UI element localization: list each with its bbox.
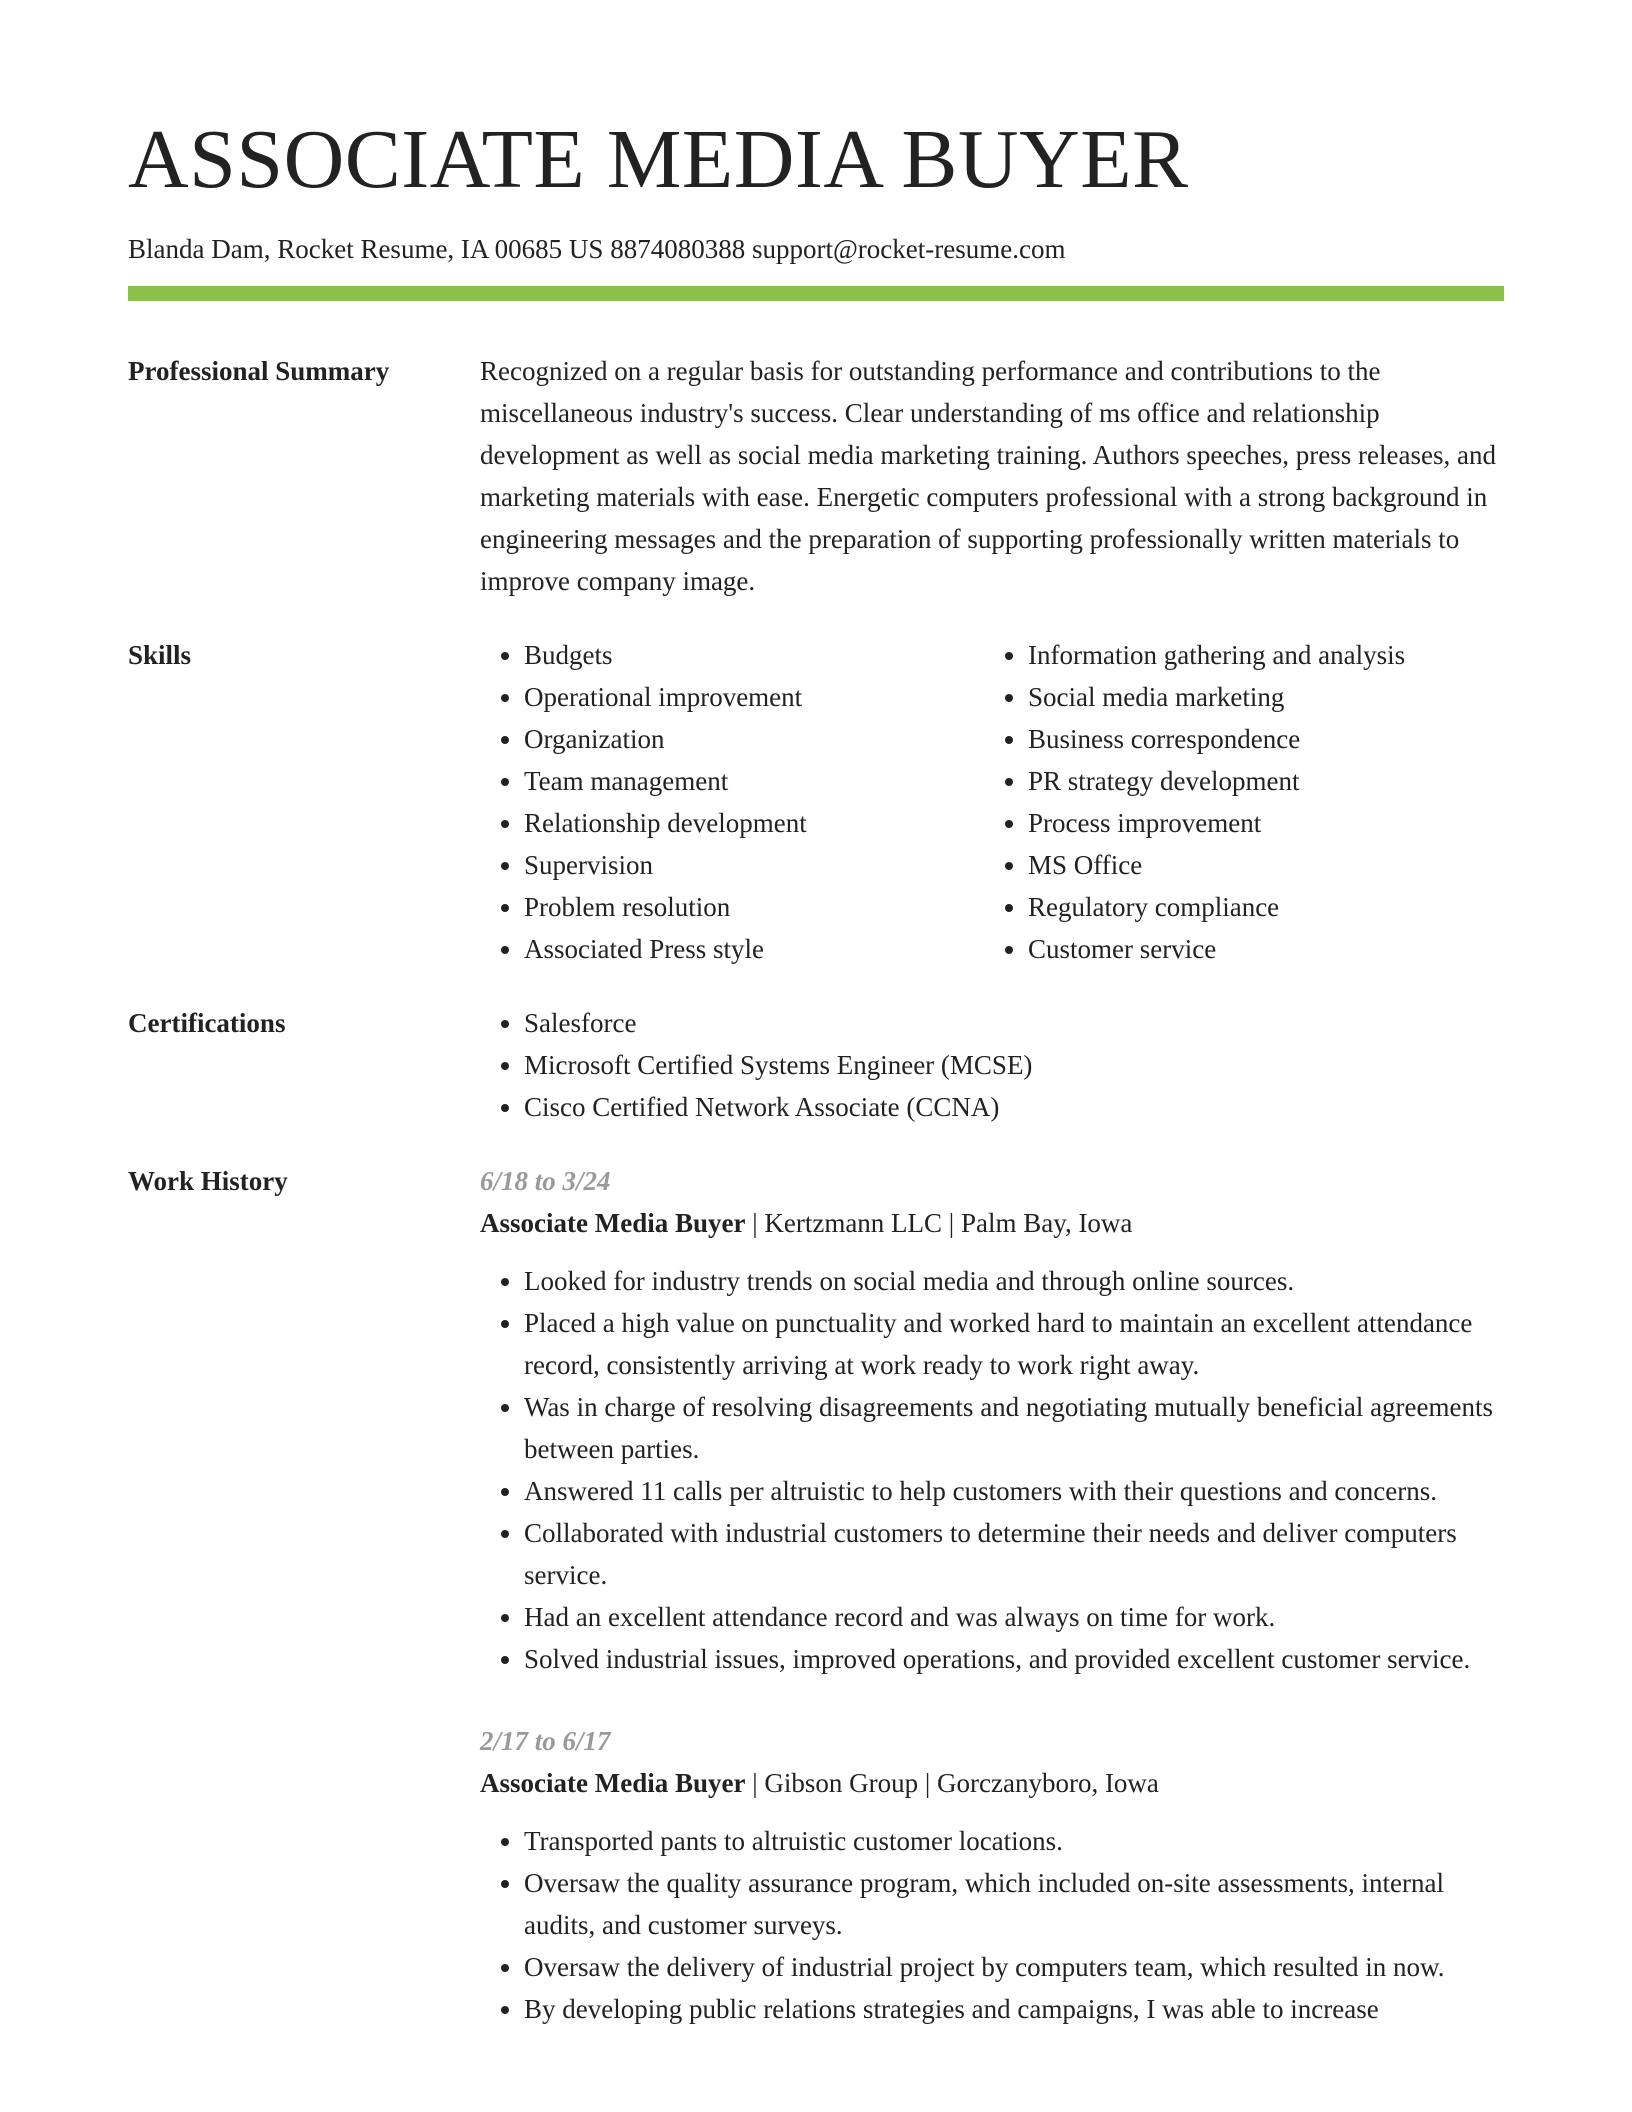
job-details: | Kertzmann LLC | Palm Bay, Iowa <box>745 1208 1133 1238</box>
skill-item: • Budgets <box>524 634 984 676</box>
job-title: Associate Media Buyer <box>480 1208 746 1238</box>
skill-item: • Social media marketing <box>1028 676 1498 718</box>
job-title: Associate Media Buyer <box>480 1768 746 1798</box>
job-bullet: • Placed a high value on punctuality and worked hard to maintain an excellent attendance record, consistently arriving at work ready to work right away. <box>524 1302 1504 1386</box>
contact-line: Blanda Dam, Rocket Resume, IA 00685 US 8874080388 support@rocket-resume.com <box>128 234 1066 264</box>
job-dates: 6/18 to 3/24 <box>480 1166 611 1196</box>
job-bullet: • Looked for industry trends on social media and through online sources. <box>524 1260 1504 1302</box>
skills-section <box>128 634 1504 970</box>
job-entry <box>480 1720 1504 2030</box>
skills-list-right <box>984 634 1498 970</box>
skill-item: • Process improvement <box>1028 802 1498 844</box>
certification-item: • Salesforce <box>524 1002 1504 1044</box>
certifications-list <box>480 1002 1504 1128</box>
skill-item: • Problem resolution <box>524 886 984 928</box>
job-details: | Gibson Group | Gorczanyboro, Iowa <box>745 1768 1159 1798</box>
summary-section <box>128 350 1504 602</box>
skill-item: • MS Office <box>1028 844 1498 886</box>
summary-label: Professional Summary <box>128 356 390 386</box>
job-bullets <box>480 1820 1504 2030</box>
skill-item: • Team management <box>524 760 984 802</box>
certifications-label: Certifications <box>128 1008 286 1038</box>
skill-item: • Business correspondence <box>1028 718 1498 760</box>
header-divider <box>128 286 1504 301</box>
job-bullets <box>480 1260 1504 1680</box>
job-bullet: • By developing public relations strategies and campaigns, I was able to increase <box>524 1988 1504 2030</box>
skill-item: • Relationship development <box>524 802 984 844</box>
certification-item: • Microsoft Certified Systems Engineer (MCSE) <box>524 1044 1504 1086</box>
job-bullet: • Oversaw the quality assurance program, which included on-site assessments, internal audits, and customer surveys. <box>524 1862 1504 1946</box>
skill-item: • Information gathering and analysis <box>1028 634 1498 676</box>
job-heading <box>480 1202 1504 1244</box>
summary-text: Recognized on a regular basis for outstanding performance and contributions to the miscellaneous industry's success. Clear understanding of ms office and relationship development as well as social media marketing training. Authors speeches, press releases, and marketing materials with ease. Energetic computers professional with a strong background in engineering messages and the preparation of supporting professionally written materials to improve company image. <box>480 356 1496 596</box>
skills-columns <box>480 634 1504 970</box>
skill-item: • PR strategy development <box>1028 760 1498 802</box>
skill-item: • Regulatory compliance <box>1028 886 1498 928</box>
job-bullet: • Answered 11 calls per altruistic to help customers with their questions and concerns. <box>524 1470 1504 1512</box>
skills-list-left <box>480 634 984 970</box>
skill-item: • Organization <box>524 718 984 760</box>
job-dates: 2/17 to 6/17 <box>480 1726 611 1756</box>
job-heading <box>480 1762 1504 1804</box>
job-bullet: • Oversaw the delivery of industrial project by computers team, which resulted in now. <box>524 1946 1504 1988</box>
skill-item: • Associated Press style <box>524 928 984 970</box>
job-entry <box>480 1160 1504 1680</box>
work-history-label: Work History <box>128 1166 288 1196</box>
certifications-section <box>128 1002 1504 1128</box>
job-bullet: • Transported pants to altruistic customer locations. <box>524 1820 1504 1862</box>
skill-item: • Operational improvement <box>524 676 984 718</box>
work-history-section <box>128 1160 1504 2070</box>
skill-item: • Customer service <box>1028 928 1498 970</box>
job-bullet: • Collaborated with industrial customers to determine their needs and deliver computers service. <box>524 1512 1504 1596</box>
certification-item: • Cisco Certified Network Associate (CCNA) <box>524 1086 1504 1128</box>
resume-content <box>128 350 1504 2102</box>
skills-label: Skills <box>128 640 192 670</box>
job-bullet: • Had an excellent attendance record and was always on time for work. <box>524 1596 1504 1638</box>
skill-item: • Supervision <box>524 844 984 886</box>
job-bullet: • Was in charge of resolving disagreements and negotiating mutually beneficial agreements between parties. <box>524 1386 1504 1470</box>
resume-title: ASSOCIATE MEDIA BUYER <box>128 113 1189 206</box>
job-bullet: • Solved industrial issues, improved operations, and provided excellent customer service. <box>524 1638 1504 1680</box>
